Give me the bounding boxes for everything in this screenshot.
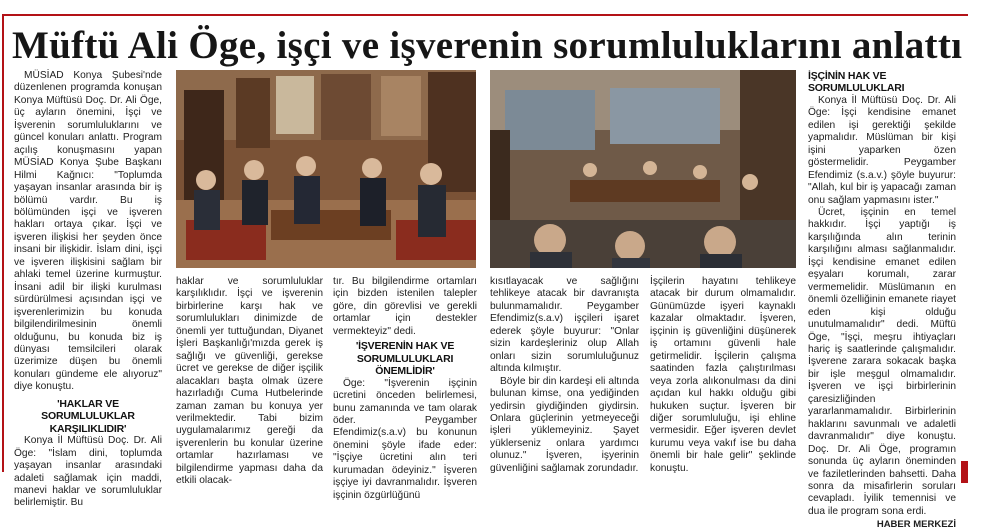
meeting-photo-right [490, 70, 796, 268]
paragraph: Öge: "İşverenin işçinin ücretini önceden belirlemesi, bunu zamanında ve tam olarak öder. Peygamber Efendimiz(s.a.v) bu konunun önemini şöyle ifade eder: "İşçiye ücretini alın teri kurumadan ödeyiniz." İşveren işçiye iyi davranmalıdır. İşveren işçinin özgürlüğünü [333, 377, 477, 501]
meeting-photo-left [176, 70, 476, 268]
paragraph: MÜSİAD Konya Şubesi'nde düzenlenen programda konuşan Konya Müftüsü Doç. Dr. Ali Öge, üç ayların önemini, İşçi ve İşverenin sorumluluklarını ve güncel konuları anlattı. Program açılış konuşmasını yapan MÜSİAD Konya Şube Başkanı Hilmi Kağnıcı: "Toplumda yaşayan insanlar arasında bir iş bölümü vardır. Bu iş bölümünden işçi ve işveren hakları ortaya çıkar. İşçi ve işveren ilişkisi her şeyden önce insani bir ilişkidir. İslam dini, işçi ve işveren ilişkisini sağlam bir ahlaki temel üzerine kurmuştur. İnsani adil bir ilişki kurulması sürdürülmesi açısından işçi ve işverenlerimizin bu konuda bilgilendirilmesinin önemli olduğunu, bu konuda biz iş dünyası temsilcileri olarak üzerimize düşen bu önemli konuları gündeme ele alıyoruz" diye konuştu. [14, 70, 162, 393]
paragraph: İşçilerin hayatını tehlikeye atacak bir durum olmamalıdır. Günümüzde işyeri kaynaklı kazalar olmaktadır. İşveren, işçinin iş güvenliğini düşünerek iş ortamını güvenli hale getirmelidir. İşçilerin çalışma saatinden fazla çalıştırılması veya zorla alıkonulması da dini açıdan kul hakkı olduğu gibi hukuken suçtur. İşveren bir diğer sorumluluğu, işi ehline vermesidir. Eğer işveren devlet kurumu veya vakıf ise bu daha önemli bir hale gelir" şeklinde konuştu. [650, 276, 796, 474]
paragraph: Ücret, işçinin en temel hakkıdır. İşçi yaptığı iş karşılığında alın terinin karşılığını alması sağlanmalıdır. İşçi kendisine emanet edilen eşyaları korumalı, zarar vermemelidir. Müslümanın en önemli özelliğinin emanete riayet eden kişi olduğu unutulmamalıdır" dedi. Müftü Öge, "İşçi, meşru ihtiyaçları hariç iş saatlerinde çalışmalıdır. İşverene zarara sokacak başka bir işle meşgul olmamalıdır. İşveren ve işçi birbirlerinin çaresizliğinden yararlanmamalıdır. Birbirlerinin haklarını savunmalı ve adaletli davranmalıdır" diye konuştu. Doç. Dr. Ali Öge, programın sonunda üç ayların öneminden ve faziletlerinden bahsetti. Daha sonra da misafirlerin soruları cevapladı. İyilik temennisi ve dua ile program sona erdi. [808, 206, 956, 517]
article-column-1 [14, 70, 162, 510]
meeting-photo-right-image [490, 70, 796, 268]
paragraph: kısıtlayacak ve sağlığını tehlikeye atacak bir davranışta bulunmamalıdır. Peygamber Efendimiz(s.a.v) işçileri işaret ederek şöyle buyurur: "Onlar sizin kardeşleriniz olup Allah onları sizin sorumluluğunuz altında kılmıştır. [490, 276, 639, 375]
red-edge-mark [961, 461, 968, 483]
article-column-4 [490, 276, 639, 475]
paragraph: Konya İl Müftüsü Doç. Dr. Ali Öge: İşçi kendisine emanet edilen işi gerektiği şekilde yapmalıdır. Müslüman bir kişi işini yaparken özen göstermelidir. Peygamber Efendimiz (s.a.v.) şöyle buyurur: "Allah, kul bir iş yapacağı zaman onu sağlam yapmasını ister." [808, 94, 956, 206]
article-column-3 [333, 276, 477, 502]
paragraph: Konya İl Müftüsü Doç. Dr. Ali Öge: "İslam dini, toplumda yaşayan insanlar arasındaki adaleti sağlamak için maddi, manevi haklar ve sorumluluklar belirlemiştir. Bu [14, 435, 162, 509]
subheading: İŞÇİNİN HAK VE SORUMLULUKLARI [808, 70, 905, 95]
paragraph: Böyle bir din kardeşi eli altında bulunan kimse, ona yediğinden yedirsin giydiğinden giydirsin. Onlara güçlerinin yetmeyeceği işleri yüklemeyiniz. Şayet yüklerseniz onlara yardımcı olunuz." İşveren, işyerinin güvenliğini sağlamak zorundadır. [490, 375, 639, 474]
meeting-photo-left-image [176, 70, 476, 268]
headline: Müftü Ali Öge, işçi ve işverenin sorumluluklarını anlattı [12, 24, 963, 67]
article-column-6 [808, 70, 956, 532]
paragraph: haklar ve sorumluluklar karşılıklıdır. İşçi ve işverenin birbirlerine karşı hak ve sorumlulukları dinimizde de önemli yer tuttuğundan, Diyanet İşleri Başkanlığı'mızda gerek iş sağlığı ve güvenliği, gerekse ücret ve gerekse de diğer işçilik alacakları başta olmak üzere hazırladığı Cuma Hutbelerinde zaman zaman bu konuya yer verilmektedir. Tabi bizim uygulamalarımız gereği da işverenlerin bu konular üzerine ortamlar hazırlaması ve bilgilendirme yapması daha da etkili olacak- [176, 276, 323, 487]
byline: HABER MERKEZİ [876, 519, 956, 531]
article-column-5 [650, 276, 796, 475]
paragraph: tır. Bu bilgilendirme ortamları için bizden istenilen talepler göre, din görevlisi ve gerekli ortamlar için destekler vermekteyiz" dedi. [333, 276, 477, 337]
subheading: 'HAKLAR VE SORUMLULUKLAR KARŞILIKLIDIR' [41, 397, 135, 435]
article-column-2 [176, 276, 323, 488]
subheading: 'İŞVERENİN HAK VE SORUMLULUKLARI ÖNEMLİDİR' [355, 340, 455, 378]
